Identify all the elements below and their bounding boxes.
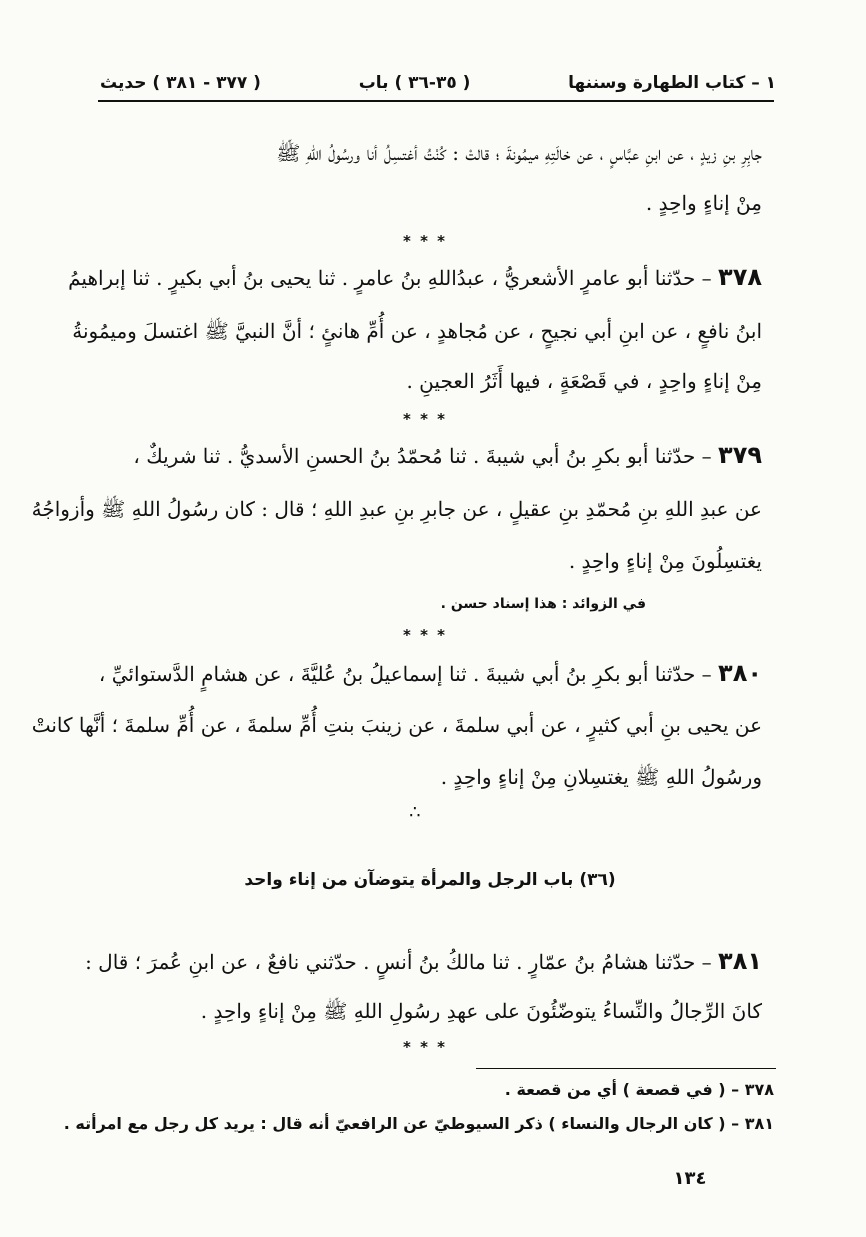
footnote-378: ٣٧٨ – ( في قصعة ) أي من قصعة . — [504, 1080, 774, 1099]
hadith-378-line: ٣٧٨ – حدّثنا أبو عامرٍ الأشعريُّ ، عبدُاللهِ بنُ عامرٍ . ثنا يحيى بنُ أبي بكيرٍ . ثنا إبراهيمُ — [68, 263, 762, 291]
separator-stars: * * * — [403, 626, 447, 644]
hadith-text: حدّثنا أبو بكرِ بنُ أبي شيبةَ . ثنا مُحمّدُ بنُ الحسنِ الأسديُّ . ثنا شريكٌ ، — [133, 444, 696, 468]
text-line: ورسُولُ اللهِ ﷺ يغتسِلانِ مِنْ إناءٍ واحِدٍ . — [440, 765, 762, 789]
text-line: عن عبدِ اللهِ بنِ مُحمّدِ بنِ عقيلٍ ، عن جابرِ بنِ عبدِ اللهِ ؛ قال : كان رسُولُ اللهِ ﷺ وأزواجُهُ — [31, 497, 762, 521]
running-header — [100, 68, 776, 98]
separator-stars: * * * — [403, 232, 447, 250]
footnote-rule — [476, 1068, 776, 1069]
hadith-381-line: ٣٨١ – حدّثنا هشامُ بنُ عمّارٍ . ثنا مالكُ بنُ أنسٍ . حدّثني نافعٌ ، عن ابنِ عُمرَ ؛ قال : — [85, 947, 762, 975]
text-line: جابِرِ بنِ زيدٍ ، عن ابنِ عبَّاسٍ ، عن خالَتِهِ ميمُونةَ ؛ قالتْ : كُنْتُ أغتسِلُ أنا ورسُولُ اللهِ ﷺ — [276, 141, 762, 165]
text-line: عن يحيى بنِ أبي كثيرٍ ، عن أبي سلمةَ ، عن زينبَ بنتِ أُمِّ سلمةَ ، عن أُمِّ سلمةَ ؛ أنَّها كانتْ — [31, 713, 762, 737]
hadith-number: ٣٧٩ — [718, 441, 762, 469]
hadith-number: ٣٨١ — [718, 947, 762, 975]
hadith-text: حدّثنا أبو بكرِ بنُ أبي شيبةَ . ثنا إسماعيلُ بنُ عُليَّةَ ، عن هشامٍ الدَّستوائيِّ ، — [98, 662, 696, 686]
chapter-heading: (٣٦) باب الرجل والمرأة يتوضآن من إناء واحد — [244, 870, 616, 890]
hadith-text: حدّثنا هشامُ بنُ عمّارٍ . ثنا مالكُ بنُ أنسٍ . حدّثني نافعٌ ، عن ابنِ عُمرَ ؛ قال : — [85, 950, 696, 974]
header-rule — [98, 100, 774, 102]
hadith-number: ٣٧٨ — [718, 263, 762, 291]
separator-stars: * * * — [403, 410, 447, 428]
header-book-title: ١ – كتاب الطهارة وسننها — [568, 73, 776, 93]
hadith-number: ٣٨٠ — [718, 659, 762, 687]
text-line: كانَ الرِّجالُ والنِّساءُ يتوضّئُونَ على عهدِ رسُولِ اللهِ ﷺ مِنْ إناءٍ واحِدٍ . — [200, 999, 762, 1023]
zawaid-note: في الزوائد : هذا إسناد حسن . — [440, 596, 646, 612]
text-line: مِنْ إناءٍ واحِدٍ . — [645, 191, 762, 215]
hadith-text: حدّثنا أبو عامرٍ الأشعريُّ ، عبدُاللهِ بنُ عامرٍ . ثنا يحيى بنُ أبي بكيرٍ . ثنا إبراهيمُ — [68, 266, 696, 290]
footnote-381: ٣٨١ – ( كان الرجال والنساء ) ذكر السيوطيّ عن الرافعيّ أنه قال : يريد كل رجل مع امرأته . — [63, 1114, 774, 1133]
separator-stars: * * * — [403, 1038, 447, 1056]
hadith-380-line: ٣٨٠ – حدّثنا أبو بكرِ بنُ أبي شيبةَ . ثنا إسماعيلُ بنُ عُليَّةَ ، عن هشامٍ الدَّستوائيِّ ، — [98, 659, 762, 687]
hadith-379-line: ٣٧٩ – حدّثنا أبو بكرِ بنُ أبي شيبةَ . ثنا مُحمّدُ بنُ الحسنِ الأسديُّ . ثنا شريكٌ ، — [133, 441, 762, 469]
header-hadith-range: ( ٣٧٧ - ٣٨١ ) حديث — [100, 73, 261, 93]
header-chapter-range: ( ٣٥-٣٦ ) باب — [358, 73, 471, 93]
text-line: ابنُ نافعٍ ، عن ابنِ أبي نجيحٍ ، عن مُجاهدٍ ، عن أُمِّ هانئٍ ؛ أنَّ النبيَّ ﷺ اغتسلَ وميمُونةُ — [72, 319, 762, 343]
page-number: ١٣٤ — [673, 1168, 707, 1189]
separator-dots: ∴ — [409, 802, 421, 823]
text-line: يغتسِلُونَ مِنْ إناءٍ واحِدٍ . — [568, 549, 762, 573]
text-line: مِنْ إناءٍ واحِدٍ ، في قَصْعَةٍ ، فيها أَثَرُ العجينِ . — [406, 369, 762, 393]
